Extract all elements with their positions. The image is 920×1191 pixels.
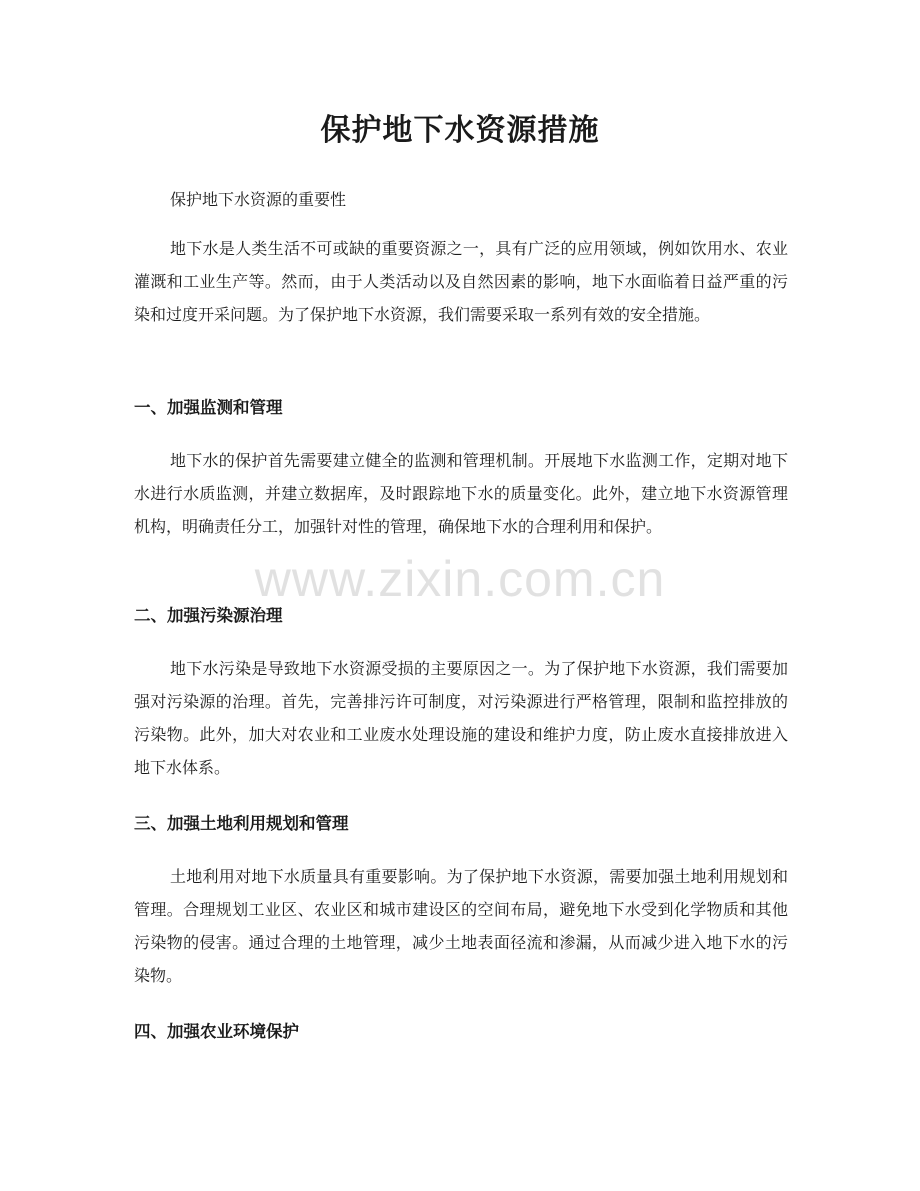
section-heading-1: 一、加强监测和管理 — [134, 398, 283, 417]
section-body-3: 土地利用对地下水质量具有重要影响。为了保护地下水资源，需要加强土地利用规划和管理。合理规划工业区、农业区和城市建设区的空间布局，避免地下水受到化学物质和其他污染物的侵害。通过合理的土地管理，减少土地表面径流和渗漏，从而减少进入地下水的污染物。 — [134, 867, 788, 985]
watermark: www.zixin.com.cn — [254, 551, 666, 607]
section-body-2: 地下水污染是导致地下水资源受损的主要原因之一。为了保护地下水资源，我们需要加强对污染源的治理。首先，完善排污许可制度，对污染源进行严格管理，限制和监控排放的污染物。此外，加大对农业和工业废水处理设施的建设和维护力度，防止废水直接排放进入地下水体系。 — [134, 659, 788, 777]
section-body-1: 地下水的保护首先需要建立健全的监测和管理机制。开展地下水监测工作，定期对地下水进行水质监测，并建立数据库，及时跟踪地下水的质量变化。此外，建立地下水资源管理机构，明确责任分工，加强针对性的管理，确保地下水的合理利用和保护。 — [134, 451, 788, 536]
document-title: 保护地下水资源措施 — [320, 113, 600, 148]
section-heading-4: 四、加强农业环境保护 — [134, 1022, 299, 1041]
section-heading-3: 三、加强土地利用规划和管理 — [134, 814, 349, 833]
intro-paragraph: 地下水是人类生活不可或缺的重要资源之一，具有广泛的应用领域，例如饮用水、农业灌溉和工业生产等。然而，由于人类活动以及自然因素的影响，地下水面临着日益严重的污染和过度开采问题。为了保护地下水资源，我们需要采取一系列有效的安全措施。 — [134, 239, 788, 324]
document-subtitle: 保护地下水资源的重要性 — [170, 190, 347, 209]
section-heading-2: 二、加强污染源治理 — [134, 606, 283, 625]
